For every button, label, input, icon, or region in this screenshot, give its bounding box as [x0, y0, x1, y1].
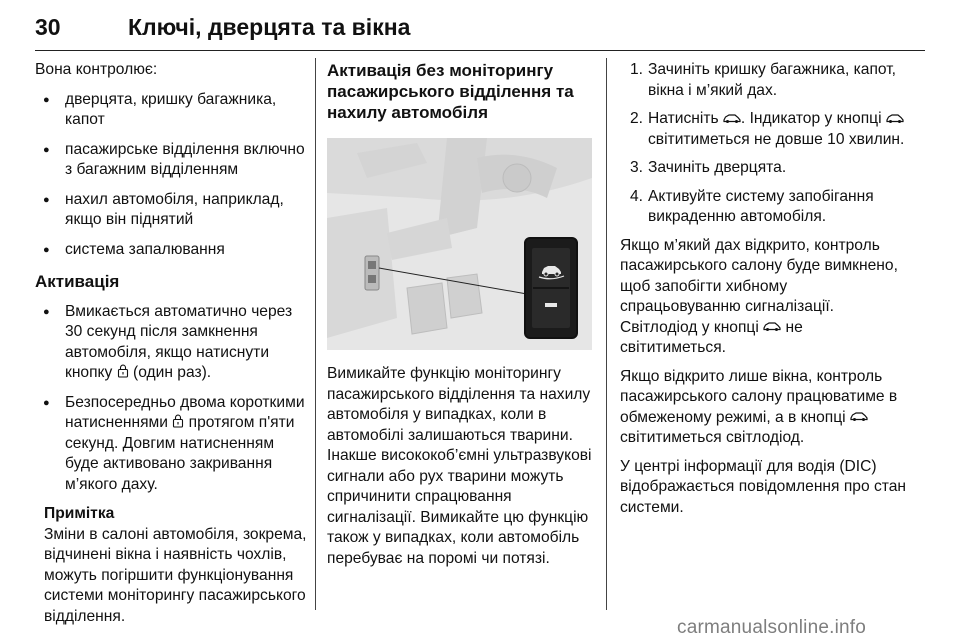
note-text: Зміни в салоні автомобіля, зокрема, відчинені вікна і наявність чохлів, можуть погіршити функціонування системи моніторингу пасажирського відділення.: [44, 525, 307, 625]
page-number: 30: [35, 14, 61, 40]
car-tilt-icon: [886, 114, 904, 124]
step-item: [620, 158, 910, 179]
list-item: ● нахил автомобіля, наприклад, якщо він піднятий: [35, 190, 310, 231]
column-divider-2: [606, 58, 607, 610]
list-item: ● система запалювання: [35, 240, 310, 261]
page-title: Ключі, дверцята та вікна: [128, 14, 411, 40]
column-divider-1: [315, 58, 316, 610]
paragraph-text: не світитиметься.: [620, 318, 803, 356]
step-item: [620, 60, 910, 101]
list-item: ● пасажирське відділення включно з багажним відділенням: [35, 140, 310, 181]
step-text: . Індикатор у кнопці: [740, 110, 886, 127]
monitored-list: [35, 90, 310, 261]
list-text: протягом п'яти секунд. Довгим натисненням буде активовано закривання м’якого даху.: [65, 414, 295, 493]
step-item: [620, 109, 910, 150]
step-number: 3.: [630, 159, 644, 176]
paragraph-text: Якщо відкрито лише вікна, контроль пасажирського салону працюватиме в обмеженому режимі, а в кнопці: [620, 367, 898, 426]
column-2: [327, 60, 595, 569]
list-text: Вмикається автоматично через 30 секунд після замкнення автомобіля, якщо натиснути кнопку: [65, 302, 293, 381]
list-item: ● дверцята, кришку багажника, капот: [35, 90, 310, 131]
list-text: Безпосередньо двома короткими натисненнями: [65, 393, 305, 431]
step-text: Активуйте систему запобігання викраденню автомобіля.: [648, 187, 874, 225]
list-text: (один раз).: [128, 364, 212, 381]
step-text: Натисніть: [648, 110, 723, 127]
intro-text: Вона контролює:: [35, 61, 158, 78]
lock-key-icon: [172, 414, 184, 428]
list-item: [35, 302, 310, 384]
dashboard-illustration-svg: [327, 138, 592, 350]
steps-list: [620, 60, 910, 228]
step-text: Зачиніть дверцята.: [648, 159, 787, 176]
note-heading: Примітка: [44, 505, 115, 522]
car-tilt-icon: [723, 114, 741, 124]
step-text: світитиметься не довше 10 хвилин.: [648, 130, 905, 148]
lock-key-icon: [117, 364, 129, 378]
step-number: 1.: [630, 61, 644, 78]
activation-heading: Активація: [35, 272, 120, 291]
car-tilt-icon: [850, 412, 868, 422]
car-tilt-icon: [763, 322, 781, 332]
step-number: 4.: [630, 187, 644, 205]
watermark: carmanualsonline.info: [677, 617, 867, 638]
activation-list: [35, 302, 310, 496]
step-item: [620, 187, 910, 228]
column-3: [620, 60, 910, 518]
step-number: 2.: [630, 110, 644, 127]
section-paragraph: Вимикайте функцію моніторингу пасажирського відділення та нахилу автомобіля у випадках, коли в автомобілі залишаються тварини. Інакше висококоб’ємні ультразвукові сигнали або рух тварини можуть спричинити спрацювання сигналізації. Вимикайте цю функцію також у випадках, коли автомобіль перебуває на поромі чи потязі.: [327, 365, 592, 567]
paragraph-text: Якщо м’який дах відкрито, контроль пасажирського салону буде вимкнено, щоб запобігти хибному спрацьовуванню сигналізації. Світлодіод у кнопці: [620, 236, 898, 336]
paragraph: [620, 236, 910, 359]
button-led-indicator: [545, 303, 557, 307]
column-1: [35, 60, 310, 627]
step-text: Зачиніть кришку багажника, капот, вікна і м’який дах.: [648, 61, 896, 99]
header-divider: [35, 50, 925, 51]
paragraph: У центрі інформації для водія (DIC) відображається повідомлення про стан системи.: [620, 457, 906, 516]
paragraph-text: світитиметься світлодіод.: [620, 429, 805, 446]
dashboard-button-illustration: [327, 138, 592, 350]
list-item: [35, 393, 310, 496]
section-heading: Активація без моніторингу пасажирського відділення та нахилу автомобіля: [327, 61, 574, 122]
paragraph: [620, 367, 910, 449]
